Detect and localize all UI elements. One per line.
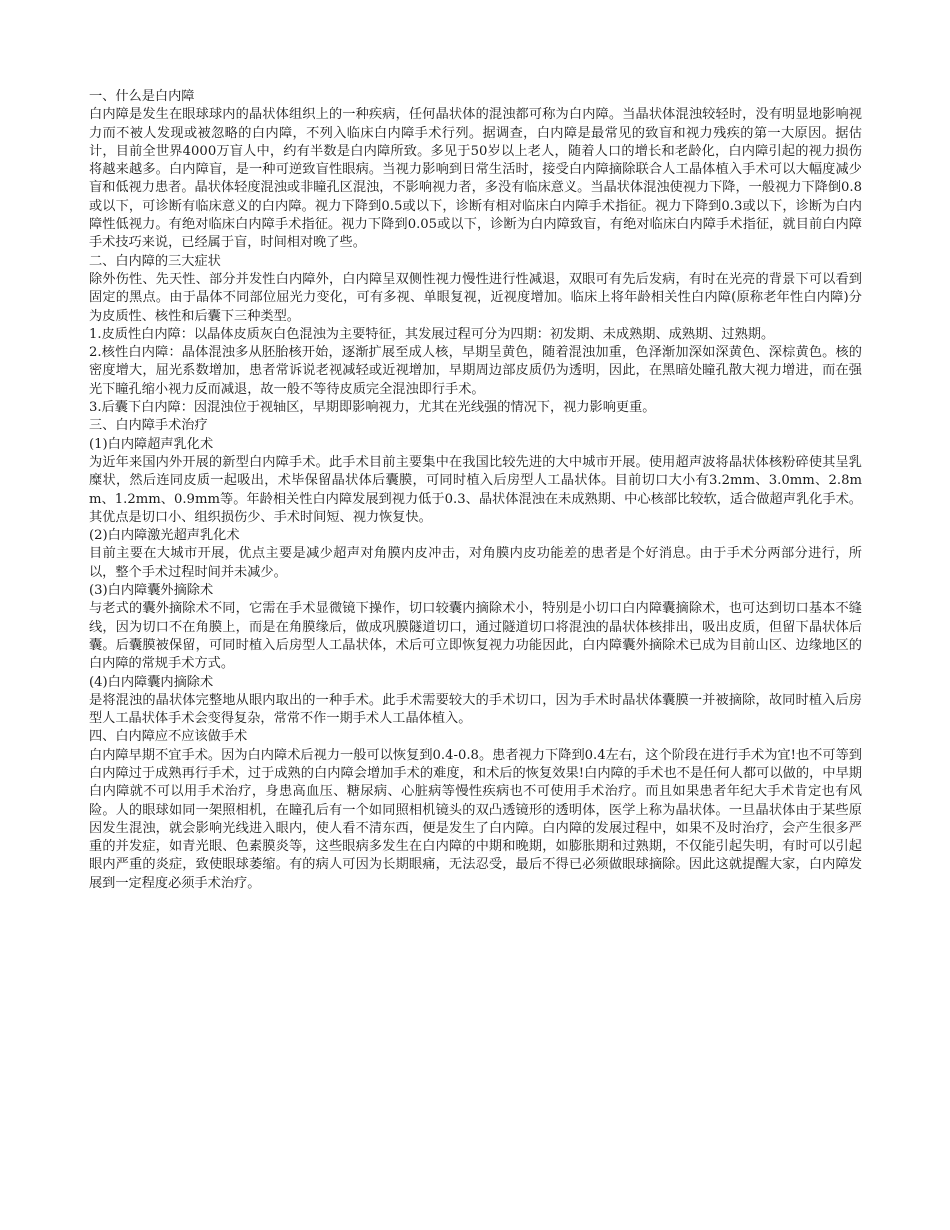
section-heading-three-symptoms: 二、白内障的三大症状 [89,253,221,269]
section-heading-what-is-cataract: 一、什么是白内障 [89,89,195,104]
section-heading-should-operate: 四、白内障应不应该做手术 [89,729,248,745]
subheading-intracapsular-extraction: (4)白内障囊内摘除术 [89,674,214,690]
paragraph-posterior-subcapsular-cataract: 3.后囊下白内障：因混浊位于视轴区，早期即影响视力，尤其在光线强的情况下，视力影响更重。 [89,400,656,416]
subheading-extracapsular-extraction: (3)白内障囊外摘除术 [89,583,214,599]
paragraph-cortical-cataract: 1.皮质性白内障：以晶体皮质灰白色混浊为主要特征，其发展过程可分为四期：初发期、未成熟期、成熟期、过熟期。 [89,326,775,342]
subheading-phacoemulsification: (1)白内障超声乳化术 [89,436,214,452]
paragraph-symptoms-intro: 除外伤性、先天性、部分并发性白内障外，白内障呈双侧性视力慢性进行性减退，双眼可有先后发病，有时在光亮的背景下可以看到固定的黑点。由于晶体不同部位屈光力变化，可有多视、单眼复视，近视度增加。临床上将年龄相关性白内障(原称老年性白内障)分为皮质性、核性和后囊下三种类型。 [89,271,862,324]
paragraph-extracapsular-extraction: 与老式的囊外摘除术不同，它需在手术显微镜下操作，切口较囊内摘除术小，特别是小切口白内障囊摘除术，也可达到切口基本不缝线，因为切口不在角膜上，而是在角膜缘后，做成巩膜隧道切口，通过隧道切口将混浊的晶状体核排出，吸出皮质，但留下晶状体后囊。后囊膜被保留，可同时植入后房型人工晶状体，术后可立即恢复视力功能因此，白内障囊外摘除术已成为目前山区、边缘地区的白内障的常规手术方式。 [89,601,862,672]
paragraph-phacoemulsification: 为近年来国内外开展的新型白内障手术。此手术目前主要集中在我国比较先进的大中城市开展。使用超声波将晶状体核粉碎使其呈乳糜状，然后连同皮质一起吸出，术毕保留晶状体后囊膜，可同时植入后房型人工晶状体。目前切口大小有3.2mm、3.0mm、2.8mm、1.2mm、0.9mm等。年龄相关性白内障发展到视力低于0.3、晶状体混浊在未成熟期、中心核部比较软，适合做超声乳化手术。其优点是切口小、组织损伤少、手术时间短、视力恢复快。 [89,454,862,525]
paragraph-laser-phacoemulsification: 目前主要在大城市开展，优点主要是减少超声对角膜内皮冲击，对角膜内皮功能差的患者是个好消息。由于手术分两部分进行，所以，整个手术过程时间并未减少。 [89,546,862,580]
paragraph-definition: 白内障是发生在眼球球内的晶状体组织上的一种疾病，任何晶状体的混浊都可称为白内障。当晶状体混浊较轻时，没有明显地影响视力而不被人发现或被忽略的白内障，不列入临床白内障手术行列。据调查，白内障是最常见的致盲和视力残疾的第一大原因。据估计，目前全世界4000万盲人中，约有半数是白内障所致。多见于50岁以上老人，随着人口的增长和老龄化，白内障引起的视力损伤将越来越多。白内障盲，是一种可逆致盲性眼病。当视力影响到日常生活时，接受白内障摘除联合人工晶体植入手术可以大幅度减少盲和低视力患者。晶状体轻度混浊或非瞳孔区混浊，不影响视力者，多没有临床意义。当晶状体混浊使视力下降，一般视力下降倒0.8或以下，可诊断有临床意义的白内障。视力下降到0.5或以下，诊断有相对临床白内障手术指征。视力下降到0.3或以下，诊断为白内障性低视力。有绝对临床白内障手术指征。视力下降到0.05或以下，诊断为白内障致盲，有绝对临床白内障手术指征，就目前白内障手术技巧来说，已经属于盲，时间相对晚了些。 [89,107,862,251]
paragraph-should-operate: 白内障早期不宜手术。因为白内障术后视力一般可以恢复到0.4-0.8。患者视力下降到0.4左右，这个阶段在进行手术为宜!也不可等到白内障过于成熟再行手术，过于成熟的白内障会增加手术的难度，和术后的恢复效果!白内障的手术也不是任何人都可以做的，中早期白内障就不可以用手术治疗，身患高血压、糖尿病、心脏病等慢性疾病也不可使用手术治疗。而且如果患者年纪大手术肯定也有风险。人的眼球如同一架照相机，在瞳孔后有一个如同照相机镜头的双凸透镜形的透明体，医学上称为晶状体。一旦晶状体由于某些原因发生混浊，就会影响光线进入眼内，使人看不清东西，便是发生了白内障。白内障的发展过程中，如果不及时治疗，会产生很多严重的并发症，如青光眼、色素膜炎等，这些眼病多发生在白内障的中期和晚期，如膨胀期和过熟期，不仅能引起失明，有时可以引起眼内严重的炎症，致使眼球萎缩。有的病人可因为长期眼痛，无法忍受，最后不得已必须做眼球摘除。因此这就提醒大家，白内障发展到一定程度必须手术治疗。 [89,747,862,891]
section-heading-surgical-treatment: 三、白内障手术治疗 [89,418,208,434]
subheading-laser-phacoemulsification: (2)白内障激光超声乳化术 [89,528,240,544]
paragraph-intracapsular-extraction: 是将混浊的晶状体完整地从眼内取出的一种手术。此手术需要较大的手术切口，因为手术时晶状体囊膜一并被摘除，故同时植入后房型人工晶状体手术会变得复杂，常常不作一期手术人工晶体植入。 [89,692,862,727]
paragraph-nuclear-cataract: 2.核性白内障：晶体混浊多从胚胎核开始，逐渐扩展至成人核，早期呈黄色，随着混浊加重，色泽渐加深如深黄色、深棕黄色。核的密度增大，屈光系数增加，患者常诉说老视减轻或近视增加，早期周边部皮质仍为透明，因此，在黑暗处瞳孔散大视力增进，而在强光下瞳孔缩小视力反而减退，故一般不等待皮质完全混浊即行手术。 [89,345,862,397]
